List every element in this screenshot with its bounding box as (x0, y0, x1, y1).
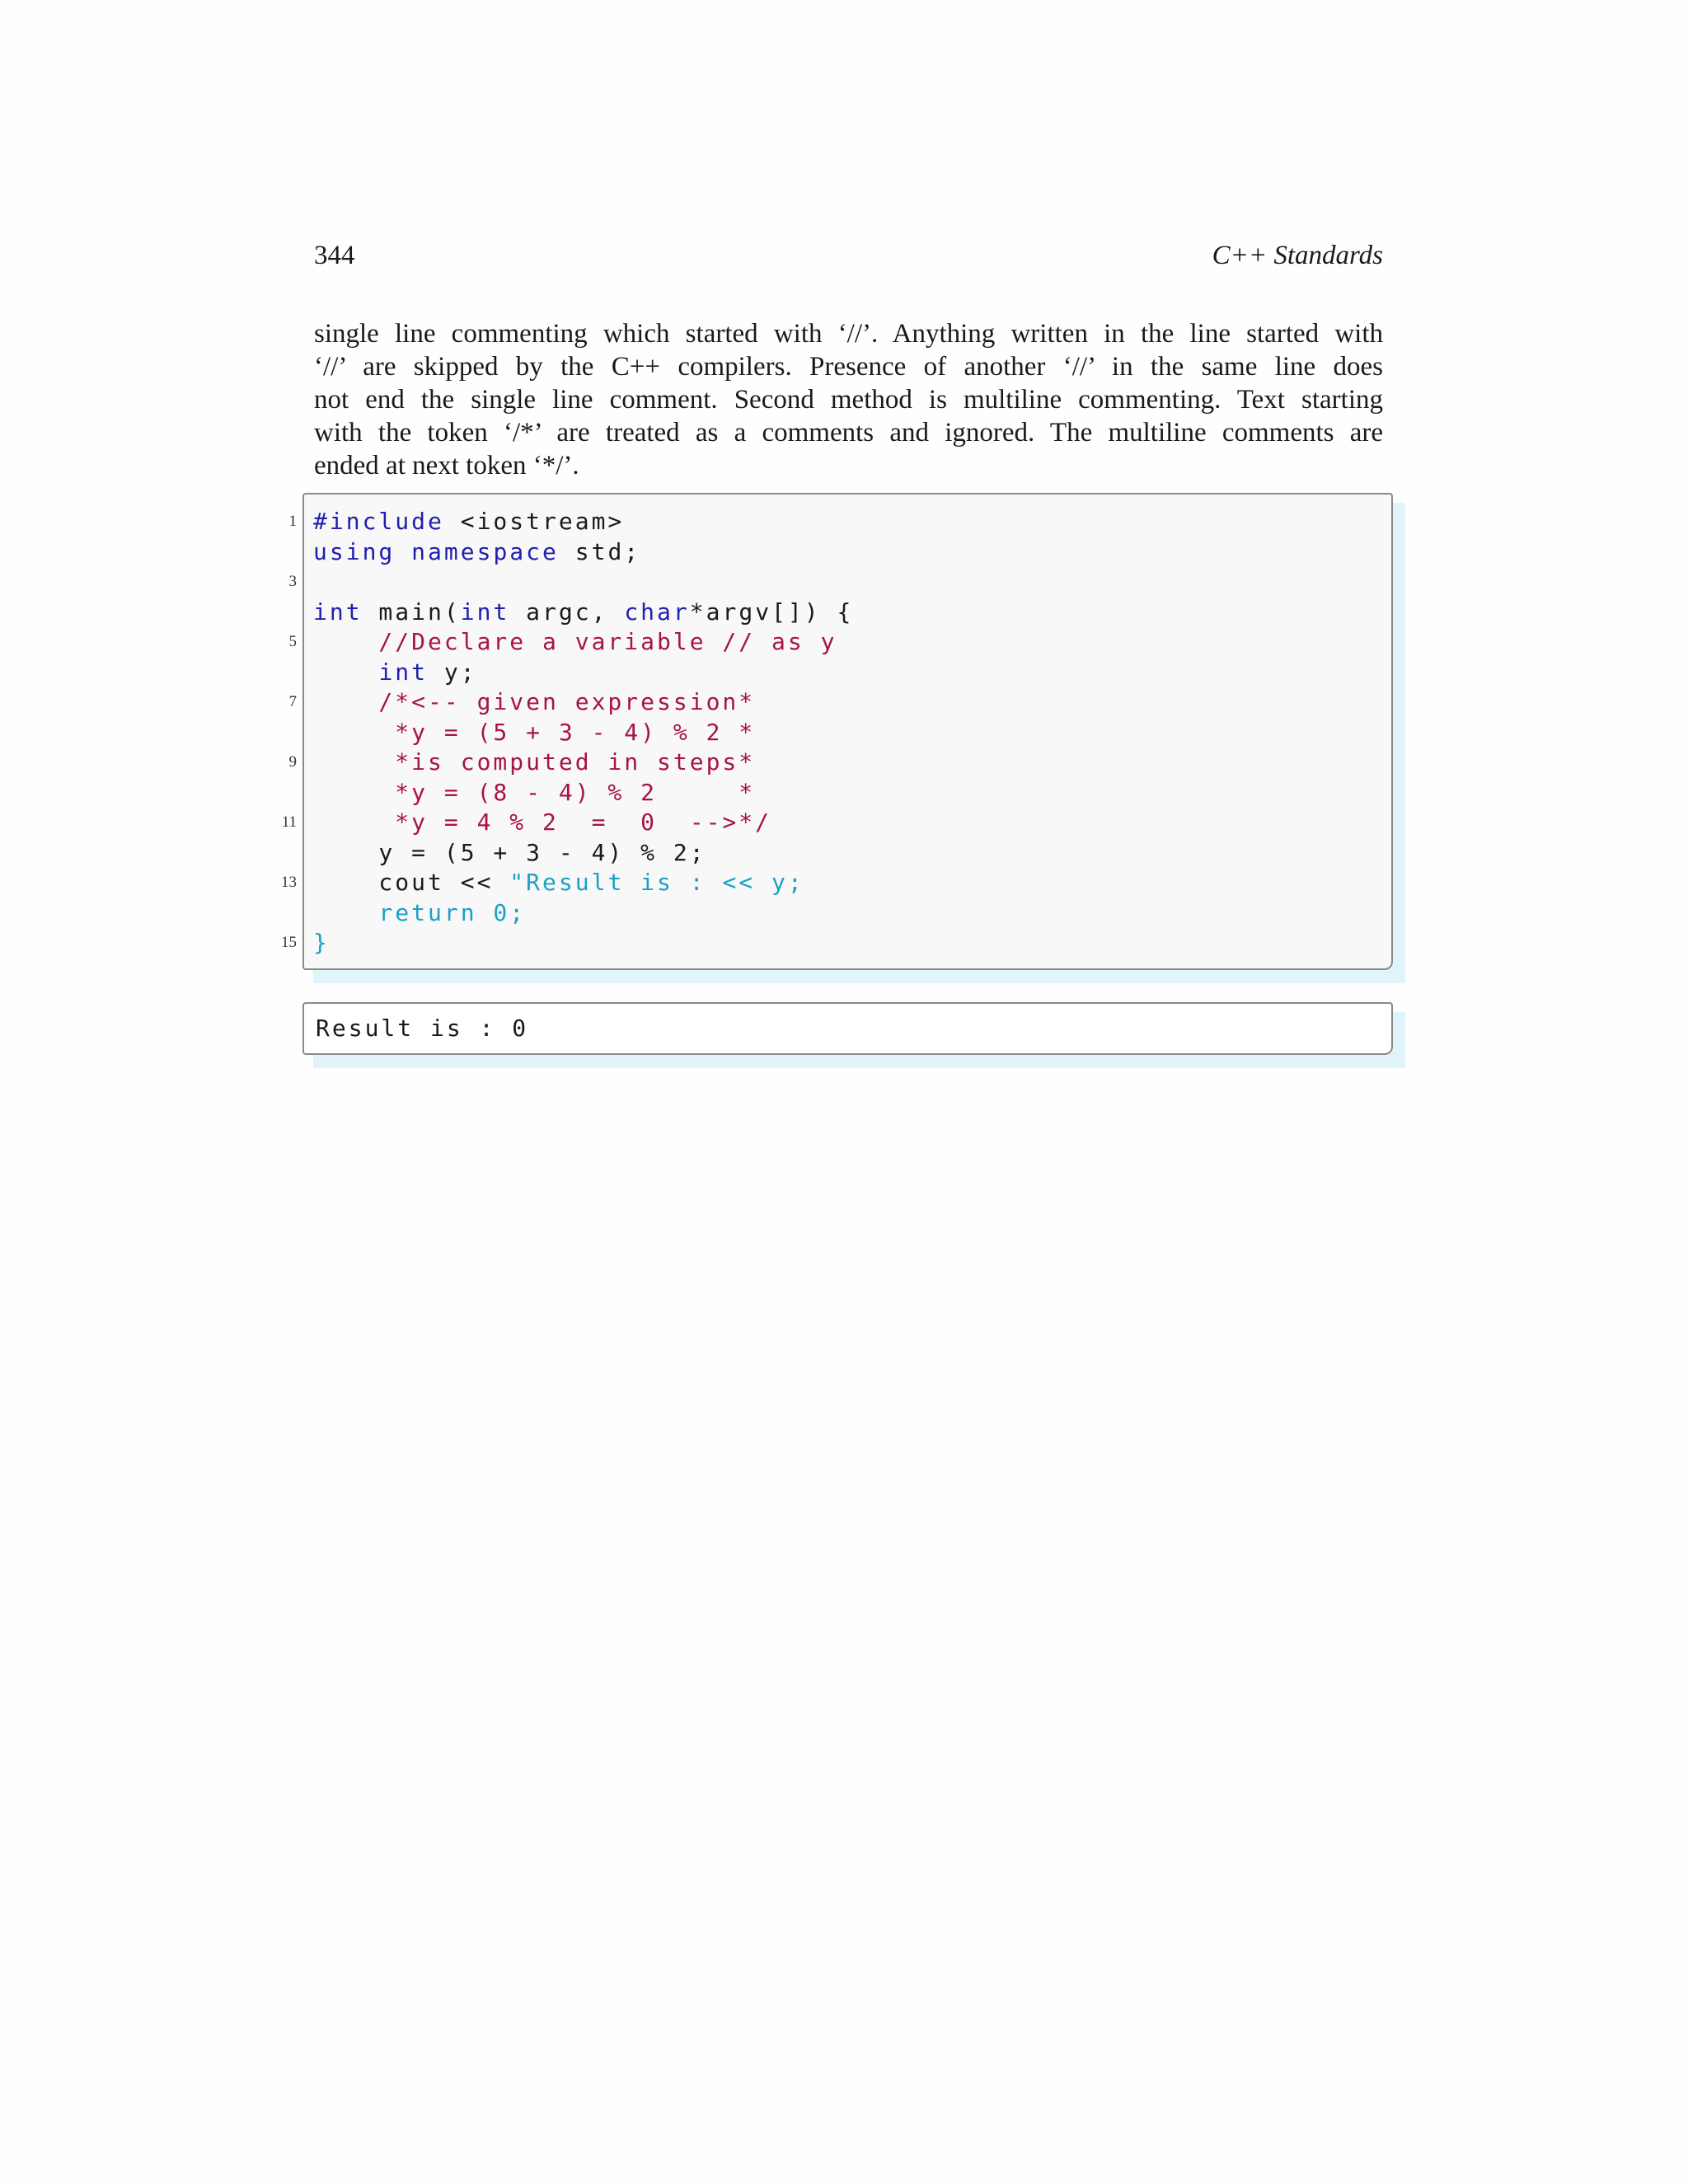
code-line (313, 867, 1467, 898)
code-keyword: #include (313, 508, 444, 535)
code-line-number: 5 (288, 633, 297, 650)
code-comment: *y = (8 - 4) % 2 * (313, 778, 756, 806)
code-string: "Result is : << y; (509, 869, 804, 896)
code-line (313, 898, 1467, 928)
code-string: } (313, 929, 330, 956)
code-string: return 0; (313, 898, 527, 926)
running-title: C++ Standards (1212, 241, 1383, 270)
code-line (313, 837, 1467, 868)
code-keyword: int (313, 598, 363, 626)
code-line-number: 15 (281, 934, 297, 951)
page-number: 344 (314, 241, 355, 270)
code-text: y = (5 + 3 - 4) % 2; (313, 838, 706, 866)
code-line (313, 777, 1467, 808)
code-line (313, 626, 1467, 657)
code-line-number: 1 (288, 513, 297, 530)
code-keyword: int (460, 598, 510, 626)
output-text: Result is : 0 (316, 1015, 529, 1042)
code-comment: /*<-- given expression* (313, 688, 756, 715)
code-line (313, 566, 1467, 597)
code-keyword: char (624, 598, 690, 626)
body-line: ‘//’ are skipped by the C++ compilers. Presence of another ‘//’ in the same line does (314, 352, 1383, 382)
code-line (313, 597, 1467, 627)
code-line (313, 657, 1467, 687)
code-text: *argv[]) { (689, 598, 854, 626)
code-line (313, 807, 1467, 837)
code-text: main( (362, 598, 461, 626)
code-text (313, 658, 378, 686)
code-keyword: int (378, 658, 429, 686)
code-keyword: using (313, 537, 396, 565)
code-text: std; (558, 537, 641, 565)
code-comment: //Declare a variable // as y (313, 628, 837, 655)
code-text: y; (428, 658, 477, 686)
body-line: single line commenting which started with ‘//’. Anything written in the line started with (314, 319, 1383, 349)
code-line (313, 747, 1467, 777)
code-comment: *is computed in steps* (313, 748, 756, 776)
code-line (313, 927, 1467, 958)
code-text: argc, (509, 598, 625, 626)
body-line: not end the single line comment. Second method is multiline commenting. Text starting (314, 385, 1383, 415)
code-text: <iostream> (443, 508, 625, 535)
code-text: cout << (313, 869, 510, 896)
code-line-number: 11 (281, 813, 297, 831)
code-line (313, 687, 1467, 717)
code-line-number: 7 (288, 693, 297, 710)
code-comment: *y = (5 + 3 - 4) % 2 * (313, 718, 756, 746)
body-paragraph (314, 317, 1383, 482)
code-line-number: 3 (288, 573, 297, 590)
code-line (313, 506, 1467, 537)
body-line: ended at next token ‘*/’. (314, 451, 579, 480)
code-text (395, 538, 411, 565)
code-line (313, 537, 1467, 567)
code-comment: *y = 4 % 2 = 0 -->*/ (313, 808, 772, 836)
body-line: with the token ‘/*’ are treated as a comments and ignored. The multiline comments are (314, 418, 1383, 448)
code-keyword: namespace (411, 537, 559, 565)
code-line-number: 9 (288, 753, 297, 771)
code-line-number: 13 (281, 874, 297, 891)
code-line (313, 717, 1467, 748)
